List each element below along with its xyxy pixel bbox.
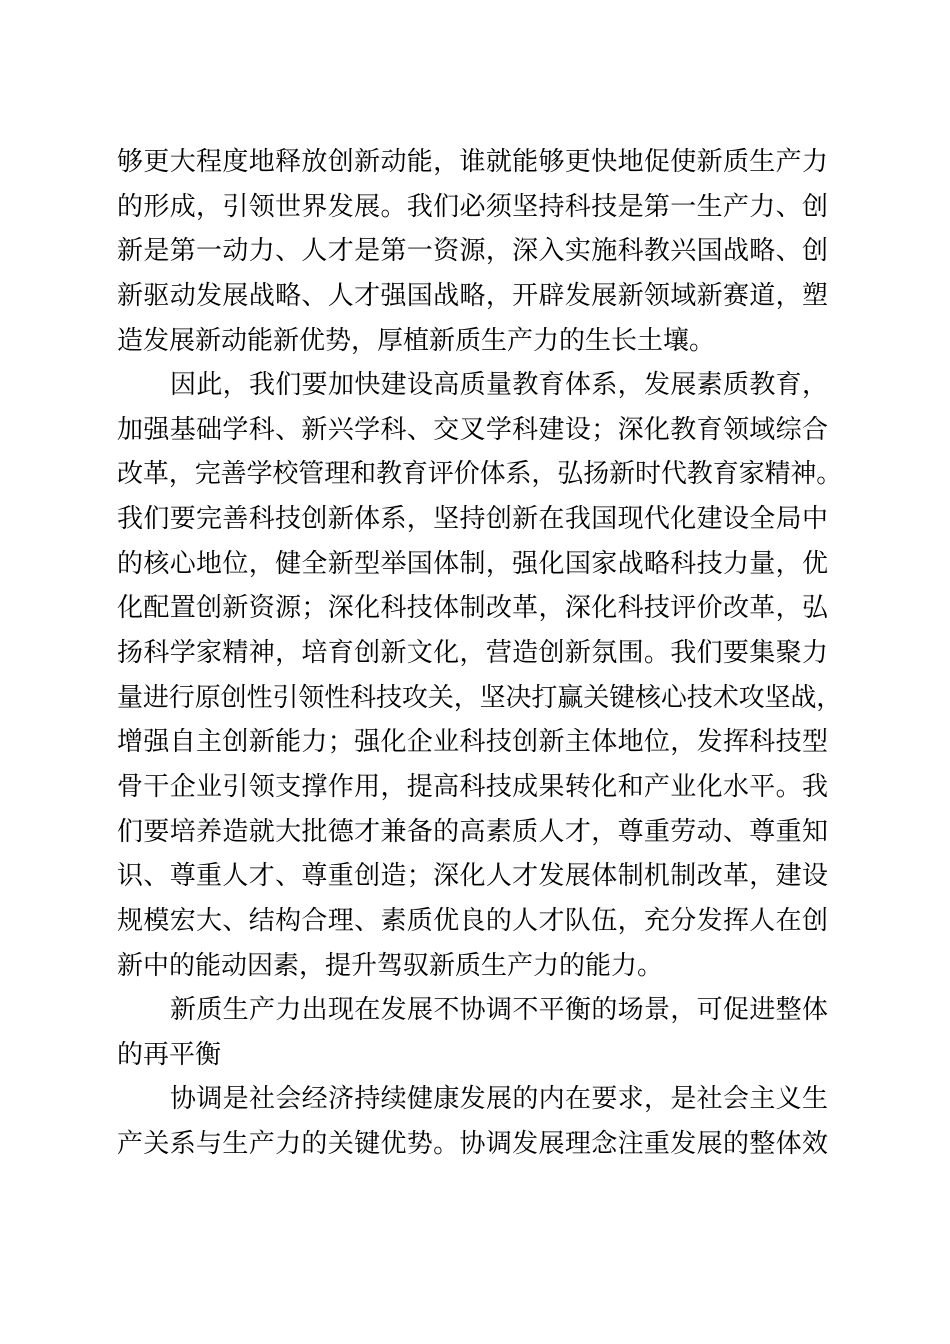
text-line: 的形成，引领世界发展。我们必须坚持科技是第一生产力、创 [117,191,828,221]
text-line: 改革，完善学校管理和教育评价体系，弘扬新时代教育家精神。 [117,459,842,489]
text-line: 识、尊重人才、尊重创造；深化人才发展体制机制改革，建设 [117,861,828,891]
text-line: 协调是社会经济持续健康发展的内在要求，是社会主义生 [170,1084,828,1114]
text-line: 量进行原创性引领性科技攻关，坚决打赢关键核心技术攻坚战， [117,682,842,712]
text-line: 化配置创新资源；深化科技体制改革，深化科技评价改革，弘 [117,593,828,623]
paragraph-rebalance-heading [117,988,828,1077]
paragraph-coordination [117,1077,828,1166]
text-line: 的再平衡 [117,1039,222,1069]
text-line: 新中的能动因素，提升驾驭新质生产力的能力。 [117,950,664,980]
text-line: 规模宏大、结构合理、素质优良的人才队伍，充分发挥人在创 [117,905,828,935]
text-line: 我们要完善科技创新体系，坚持创新在我国现代化建设全局中 [117,504,828,534]
text-line: 新质生产力出现在发展不协调不平衡的场景，可促进整体 [170,995,828,1025]
text-line: 产关系与生产力的关键优势。协调发展理念注重发展的整体效 [117,1129,828,1159]
text-line: 增强自主创新能力；强化企业科技创新主体地位，发挥科技型 [117,727,828,757]
text-line: 扬科学家精神，培育创新文化，营造创新氛围。我们要集聚力 [117,638,828,668]
text-line: 因此，我们要加快建设高质量教育体系，发展素质教育， [170,370,828,400]
text-line: 骨干企业引领支撑作用，提高科技成果转化和产业化水平。我 [117,771,828,801]
text-line: 造发展新动能新优势，厚植新质生产力的生长土壤。 [117,325,716,355]
text-line: 新驱动发展战略、人才强国战略，开辟发展新领域新赛道，塑 [117,280,828,310]
text-line: 够更大程度地释放创新动能，谁就能够更快地促使新质生产力 [117,147,828,176]
paragraph-continuation [117,140,828,363]
text-line: 们要培养造就大批德才兼备的高素质人才，尊重劳动、尊重知 [117,816,828,846]
text-line: 加强基础学科、新兴学科、交叉学科建设；深化教育领域综合 [117,414,828,444]
text-block [117,140,842,1167]
text-line: 的核心地位，健全新型举国体制，强化国家战略科技力量，优 [117,548,828,578]
text-line: 新是第一动力、人才是第一资源，深入实施科教兴国战略、创 [117,236,828,266]
paragraph-education-science-talent [117,363,842,988]
